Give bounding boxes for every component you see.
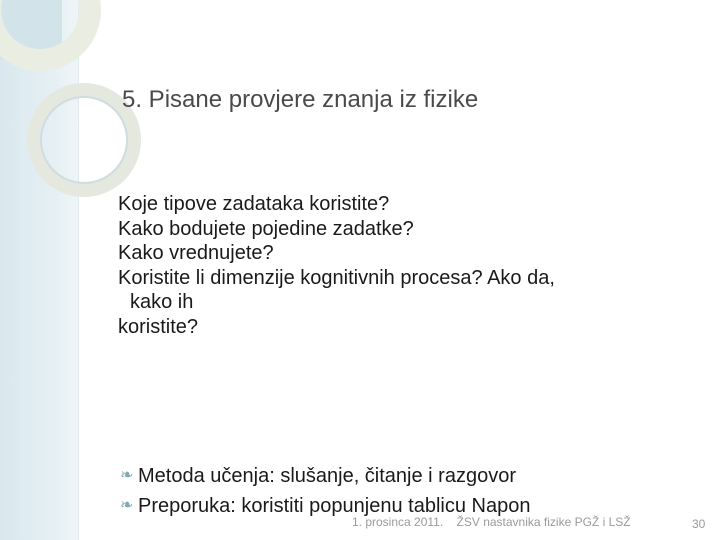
leaf-bullet-icon: ❧ <box>120 467 134 484</box>
question-line: Koje tipove zadataka koristite? <box>118 193 390 215</box>
bullet-text: Preporuka: koristiti popunjenu tablicu Napon <box>138 495 531 517</box>
bullet-item <box>120 461 700 491</box>
lower-ring-inner <box>41 97 127 183</box>
bullet-list <box>120 461 700 521</box>
lower-ring-outer <box>34 90 134 190</box>
question-line: kako ih <box>130 291 194 313</box>
question-line: Kako bodujete pojedine zadatke? <box>118 217 414 240</box>
bullet-text: Metoda učenja: slušanje, čitanje i razgovor <box>138 465 516 487</box>
page-number: 30 <box>692 517 706 531</box>
question-line: Koristite li dimenzije kognitivnih procesa? Ako da, <box>118 266 555 289</box>
footer-info <box>352 515 631 529</box>
question-list <box>118 192 678 339</box>
footer-date: 1. prosinca 2011. <box>352 515 444 529</box>
footer-course: ŽSV nastavnika fizike PGŽ i LSŽ <box>456 515 631 529</box>
leaf-bullet-icon: ❧ <box>120 497 134 514</box>
question-line: Kako vrednujete? <box>118 242 274 264</box>
slide-title: 5. Pisane provjere znanja iz fizike <box>122 86 479 113</box>
question-line: koristite? <box>118 315 199 338</box>
